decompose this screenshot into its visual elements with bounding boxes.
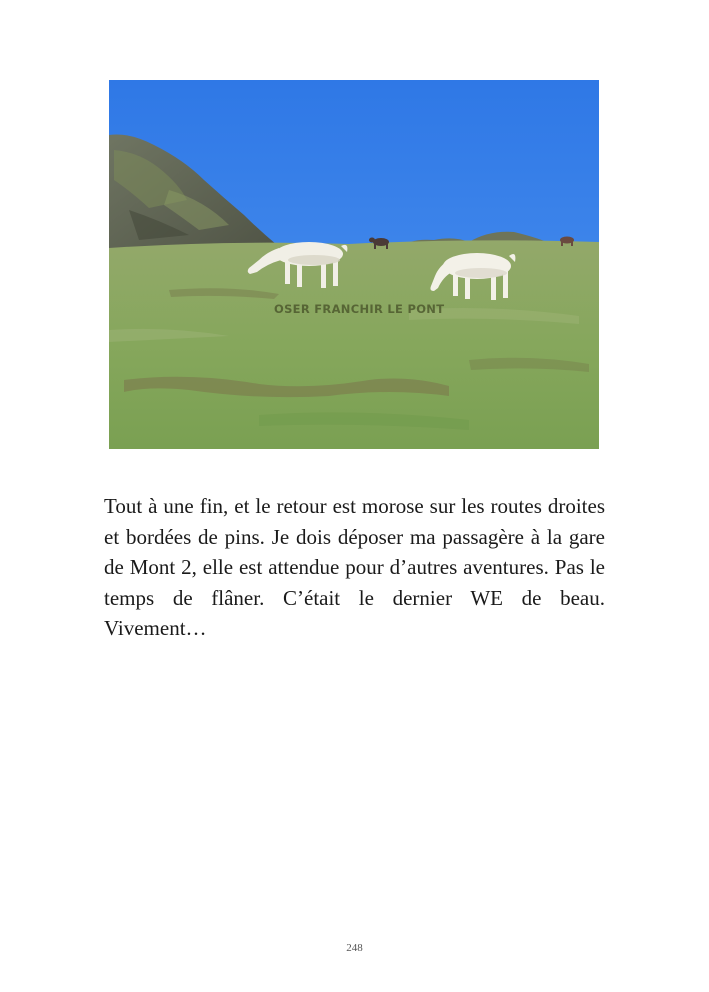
page-number: 248 (346, 942, 363, 954)
llama-photo (109, 80, 599, 449)
photo-watermark: OSER FRANCHIR LE PONT (274, 302, 445, 316)
llama-photo-image (109, 80, 599, 449)
body-paragraph: Tout à une fin, et le retour est morose sur les routes droites et bordées de pins. Je dois déposer ma passagère à la gare de Mont 2, elle est attendue pour d’autres aventures. Pas le temps de flâner. C’était le dernier WE de beau. Vivement… (104, 494, 605, 640)
